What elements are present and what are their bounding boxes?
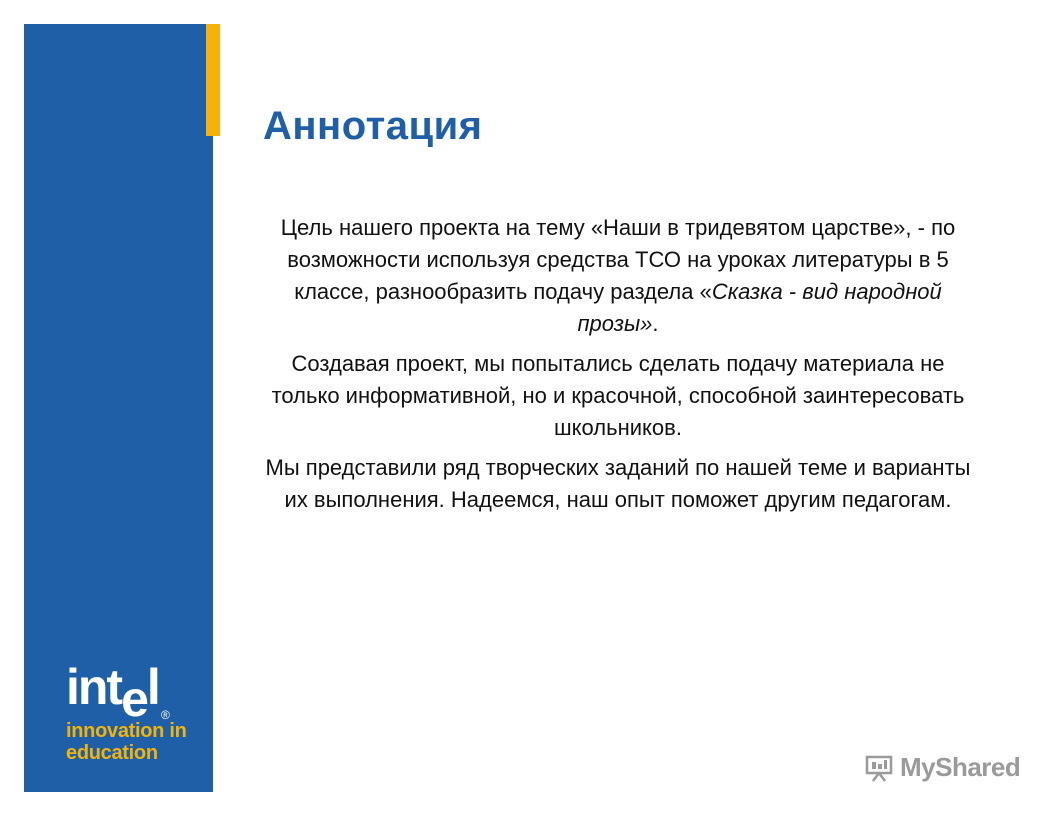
registered-mark: ® (161, 708, 170, 722)
paragraph-tasks (258, 452, 978, 516)
paragraph-goal-italic: Сказка - вид народной прозы» (577, 279, 942, 336)
paragraph-creation (258, 348, 978, 444)
presentation-icon (864, 753, 894, 783)
slide-title: Аннотация (263, 104, 483, 148)
logo-word-part1: int (66, 659, 122, 715)
paragraph-creation-text: Создавая проект, мы попытались сделать подачу материала не только информативной, но и красочной, способной заинтересовать школьников. (271, 351, 965, 440)
paragraph-goal-text: Цель нашего проекта на тему «Наши в тридевятом царстве», - по возможности используя средства ТСО на уроках литературы в 5 классе, разнообразить подачу раздела « (280, 215, 956, 304)
paragraph-tasks-text: Мы представили ряд творческих заданий по нашей теме и варианты их выполнения. Надеемся, наш опыт поможет другим педагогам. (265, 455, 971, 512)
watermark (864, 752, 1020, 783)
slide-body (258, 212, 978, 524)
paragraph-goal-end: . (652, 311, 659, 336)
logo-tagline-line2: education (66, 742, 158, 764)
watermark-text: MyShared (900, 752, 1021, 782)
intel-logo (66, 659, 206, 764)
logo-word-part2: l (146, 659, 159, 715)
logo-tagline-line1: innovation in (66, 720, 187, 742)
logo-word-drop: e (121, 671, 147, 727)
intel-wordmark (66, 659, 206, 727)
paragraph-goal (258, 212, 978, 340)
accent-bar (206, 24, 220, 136)
